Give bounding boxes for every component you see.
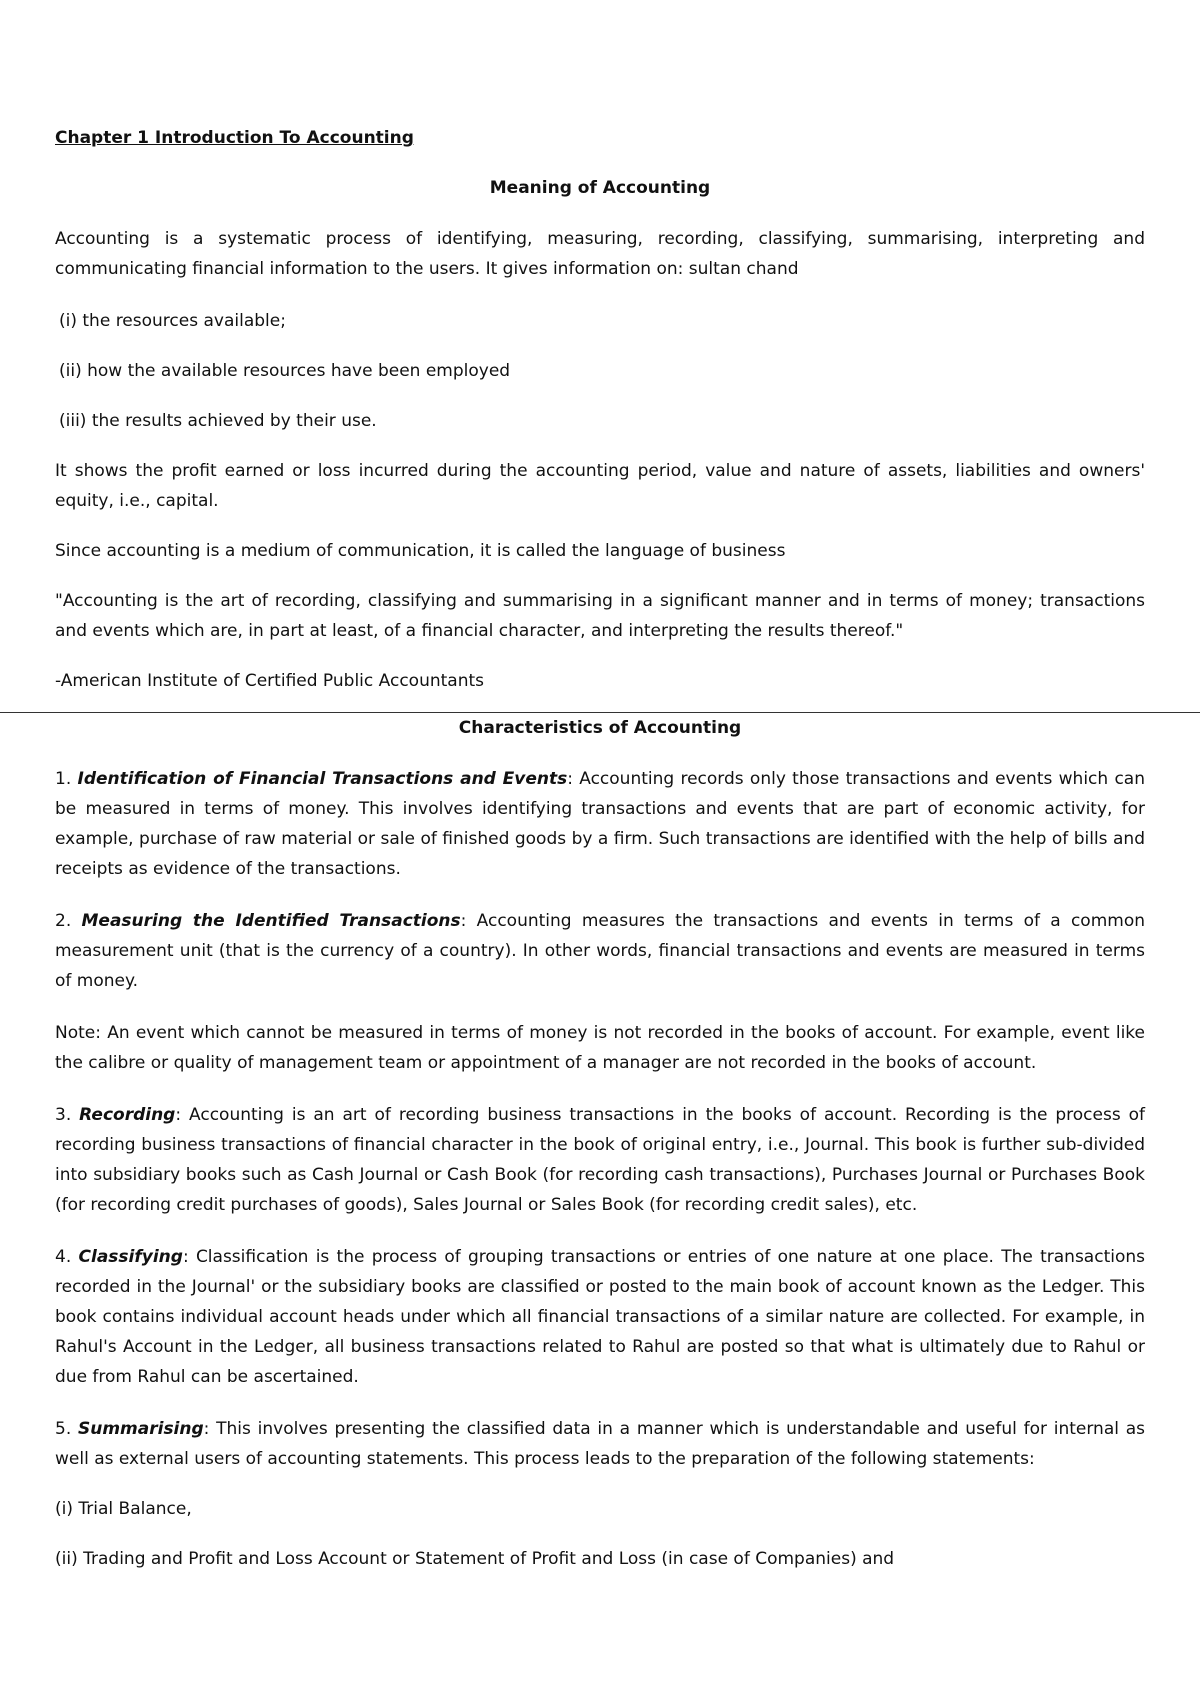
- statement-item-1-block: [55, 1494, 1145, 1524]
- point-term: Recording: [79, 1105, 176, 1125]
- point-term: Identification of Financial Transactions and Events: [77, 769, 568, 789]
- meaning-attribution: -American Institute of Certified Public Accountants: [55, 671, 484, 691]
- statement-item-2-block: [55, 1544, 1145, 1574]
- meaning-item-2-block: [55, 356, 1145, 386]
- meaning-language: Since accounting is a medium of communication, it is called the language of business: [55, 541, 786, 561]
- point-text: : Accounting measures the transactions and events in terms of a common measurement unit (that is the currency of a country). In other words, financial transactions and events are measured in terms of money.: [55, 911, 1145, 991]
- point-text: : Accounting records only those transactions and events which can be measured in terms of money. This involves identifying transactions and events that are part of economic activity, for example, purchase of raw material or sale of finished goods by a firm. Such transactions are identified with the help of bills and receipts as evidence of the transactions.: [55, 769, 1145, 879]
- meaning-item: (iii) the results achieved by their use.: [59, 411, 377, 431]
- meaning-item: (i) the resources available;: [59, 311, 286, 331]
- characteristic-point-4: [55, 1242, 1145, 1392]
- meaning-attribution-block: [55, 666, 1145, 696]
- meaning-item-1-block: [55, 306, 1145, 336]
- characteristic-point-5: [55, 1414, 1145, 1474]
- meaning-quote: "Accounting is the art of recording, classifying and summarising in a significant manner and in terms of money; transactions and events which are, in part at least, of a financial character, and interpreting the results thereof.": [55, 591, 1145, 641]
- meaning-shows: It shows the profit earned or loss incurred during the accounting period, value and nature of assets, liabilities and owners' equity, i.e., capital.: [55, 461, 1145, 511]
- statement-item: (i) Trial Balance,: [55, 1499, 192, 1519]
- characteristics-note: Note: An event which cannot be measured in terms of money is not recorded in the books of account. For example, event like the calibre or quality of management team or appointment of a manager are not recorded in the books of account.: [55, 1023, 1145, 1073]
- characteristics-note-block: [55, 1018, 1145, 1078]
- characteristics-heading: Characteristics of Accounting: [458, 718, 742, 738]
- meaning-item-3-block: [55, 406, 1145, 436]
- point-text: : Classification is the process of grouping transactions or entries of one nature at one place. The transactions recorded in the Journal' or the subsidiary books are classified or posted to the main book of account known as the Ledger. This book contains individual account heads under which all financial transactions of a similar nature are collected. For example, in Rahul's Account in the Ledger, all business transactions related to Rahul are posted so that what is ultimately due to Rahul or due from Rahul can be ascertained.: [55, 1247, 1145, 1387]
- meaning-item: (ii) how the available resources have been employed: [59, 361, 511, 381]
- point-text: : Accounting is an art of recording business transactions in the books of account. Recording is the process of recording business transactions of financial character in the book of original entry, i.e., Journal. This book is further sub-divided into subsidiary books such as Cash Journal or Cash Book (for recording cash transactions), Purchases Journal or Purchases Book (for recording credit purchases of goods), Sales Journal or Sales Book (for recording credit sales), etc.: [55, 1105, 1145, 1215]
- point-term: Classifying: [78, 1247, 183, 1267]
- point-number: 5.: [55, 1419, 72, 1439]
- meaning-language-block: [55, 536, 1145, 566]
- meaning-definition-block: [55, 224, 1145, 284]
- meaning-shows-block: [55, 456, 1145, 516]
- point-text: : This involves presenting the classified data in a manner which is understandable and useful for internal as well as external users of accounting statements. This process leads to the preparation of the following statements:: [55, 1419, 1145, 1469]
- point-number: 2.: [55, 911, 72, 931]
- characteristic-point-1: [55, 764, 1145, 884]
- statement-item: (ii) Trading and Profit and Loss Account or Statement of Profit and Loss (in case of Companies) and: [55, 1549, 895, 1569]
- characteristic-point-3: [55, 1100, 1145, 1220]
- characteristic-point-2: [55, 906, 1145, 996]
- point-number: 3.: [55, 1105, 72, 1125]
- point-number: 4.: [55, 1247, 72, 1267]
- chapter-title: Chapter 1 Introduction To Accounting: [55, 128, 414, 148]
- section-divider: [0, 712, 1200, 713]
- meaning-definition: Accounting is a systematic process of identifying, measuring, recording, classifying, summarising, interpreting and communicating financial information to the users. It gives information on: sultan chand: [55, 229, 1145, 279]
- point-term: Measuring the Identified Transactions: [81, 911, 461, 931]
- meaning-quote-block: [55, 586, 1145, 646]
- meaning-heading: Meaning of Accounting: [489, 178, 711, 198]
- point-number: 1.: [55, 769, 72, 789]
- point-term: Summarising: [77, 1419, 204, 1439]
